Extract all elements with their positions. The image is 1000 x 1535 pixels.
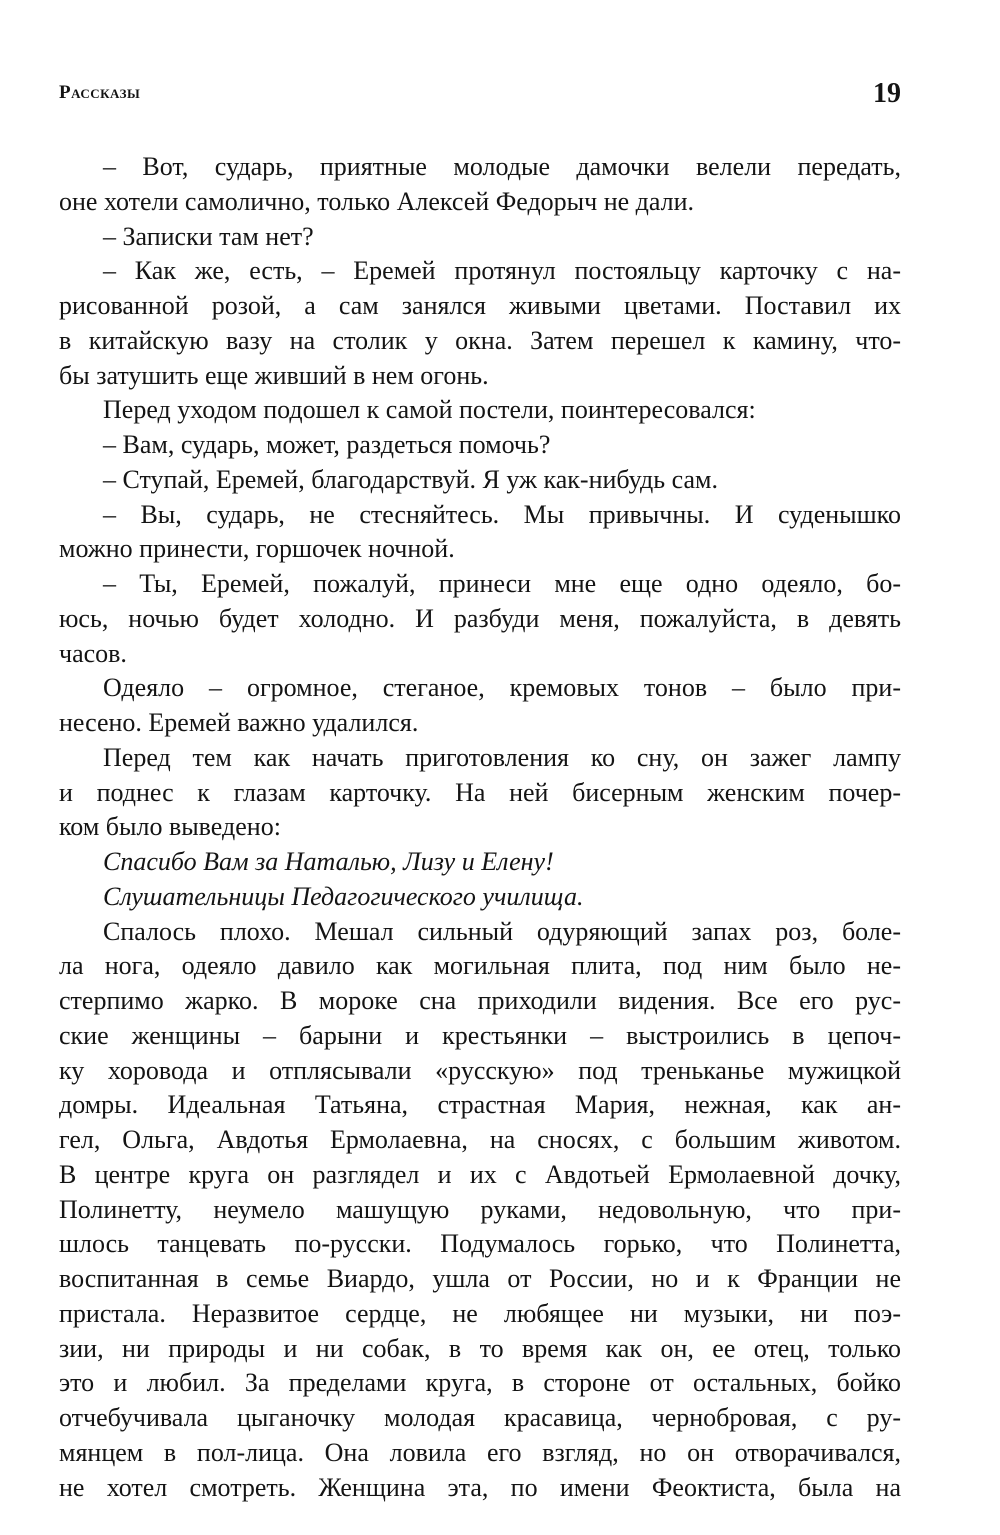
text-line: – Ступай, Еремей, благодарствуй. Я уж как-нибудь сам. (103, 464, 718, 494)
italic-line: Спасибо Вам за Наталью, Лизу и Елену! (103, 847, 554, 876)
text-line: домры. Идеальная Татьяна, страстная Мария, нежная, как ан- (59, 1090, 901, 1120)
text-line: отчебучивала цыганочку молодая красавица, чернобровая, с ру- (59, 1403, 901, 1432)
text-line: ку хоровода и отплясывали «русскую» под треньканье мужицкой (59, 1055, 901, 1085)
text-line: часов. (59, 638, 127, 668)
text-line: Одеяло – огромное, стеганое, кремовых тонов – было при- (103, 673, 901, 703)
text-line: это и любил. За пределами круга, в стороне от остальных, бойко (59, 1368, 901, 1398)
text-line: и поднес к глазам карточку. На ней бисерным женским почер- (59, 777, 901, 807)
book-page (59, 0, 901, 1535)
running-title: Рассказы (59, 82, 141, 103)
text-line: – Записки там нет? (103, 221, 314, 251)
text-line: – Как же, есть, – Еремей протянул постояльцу карточку с на- (103, 256, 901, 286)
text-line: рисованной розой, а сам занялся живыми цветами. Поставил их (59, 291, 901, 320)
text-line: гел, Ольга, Авдотья Ермолаевна, на сносях, с большим животом. (59, 1125, 901, 1154)
text-line: Полинетту, неумело машущую руками, недовольную, что при- (59, 1194, 901, 1224)
text-line: В центре круга он разглядел и их с Авдотьей Ермолаевной дочку, (59, 1159, 901, 1189)
text-line: – Вы, сударь, не стесняйтесь. Мы привычны. И суденышко (103, 499, 901, 529)
text-line: шлось танцевать по-русски. Подумалось горько, что Полинетта, (59, 1229, 901, 1259)
text-line: в китайскую вазу на столик у окна. Затем перешел к камину, что- (59, 325, 901, 355)
text-line: юсь, ночью будет холодно. И разбуди меня, пожалуйста, в девять (59, 603, 901, 633)
page-number: 19 (873, 78, 901, 109)
text-line: – Вот, сударь, приятные молодые дамочки велели передать, (103, 152, 901, 181)
body-text (59, 150, 901, 1505)
text-line: воспитанная в семье Виардо, ушла от России, но и к Франции не (59, 1264, 901, 1293)
text-line: ла нога, одеяло давило как могильная плита, под ним было не- (59, 951, 901, 981)
text-line: мянцем в пол-лица. Она ловила его взгляд, но он отворачивался, (59, 1437, 901, 1467)
italic-line: Слушательницы Педагогического училища. (103, 881, 584, 911)
text-line: бы затушить еще живший в нем огонь. (59, 360, 489, 390)
text-line: Спалось плохо. Мешал сильный одуряющий запах роз, боле- (103, 916, 901, 946)
text-line: оне хотели самолично, только Алексей Федорыч не дали. (59, 186, 695, 216)
text-line: несено. Еремей важно удалился. (59, 708, 419, 737)
text-line: пристала. Неразвитое сердце, не любящее ни музыки, ни поэ- (59, 1298, 901, 1328)
text-line: Перед тем как начать приготовления ко сну, он зажег лампу (103, 742, 901, 772)
text-line: можно принести, горшочек ночной. (59, 534, 455, 564)
running-head (59, 78, 901, 114)
text-line: ские женщины – барыни и крестьянки – выстроились в цепоч- (59, 1020, 901, 1050)
text-line: – Вам, сударь, может, раздеться помочь? (103, 430, 551, 459)
text-line: стерпимо жарко. В мороке сна приходили видения. Все его рус- (59, 986, 901, 1015)
text-line: не хотел смотреть. Женщина эта, по имени Феоктиста, была на (59, 1472, 901, 1502)
text-line: Перед уходом подошел к самой постели, поинтересовался: (103, 395, 756, 425)
text-line: – Ты, Еремей, пожалуй, принеси мне еще одно одеяло, бо- (103, 569, 901, 598)
text-line: ком было выведено: (59, 812, 281, 842)
text-line: зии, ни природы и ни собак, в то время как он, ее отец, только (59, 1333, 901, 1363)
